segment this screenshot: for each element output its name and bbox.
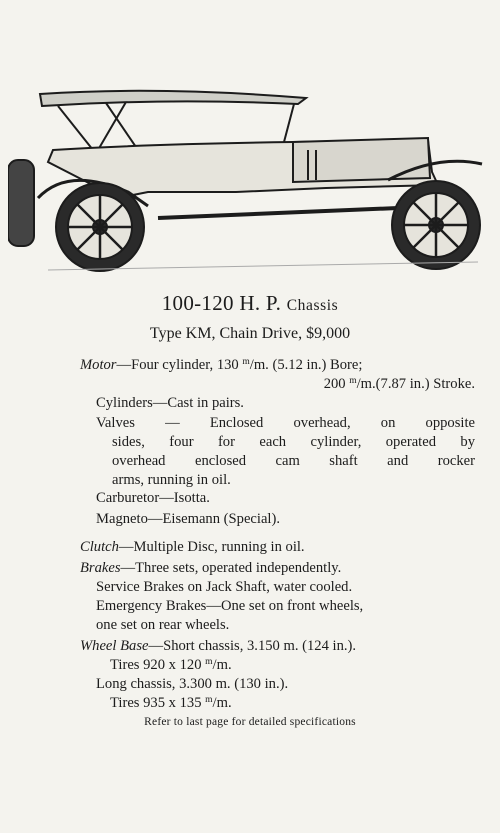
wheelbase-section: Wheel Base—Short chassis, 3.150 m. (124 in.). Tires 920 x 120 $^m$/m. Long chassis, 3.300 m. (130 in.). Tires 935 x 135 $^m$/m. (80, 638, 357, 711)
subtitle: Type KM, Chain Drive, $9,000 (149, 325, 351, 342)
motor-label: Motor (80, 357, 117, 373)
brakes-section: Brakes—Three sets, operated independently. Service Brakes on Jack Shaft, water cooled. Emergency Brakes—One set on front wheels, one set on rear wheels. (80, 560, 364, 633)
front-wheel (392, 181, 480, 269)
cylinders-line: Cylinders—Cast in pairs. (96, 395, 244, 411)
clutch-label: Clutch (80, 539, 119, 555)
brakes-label: Brakes (80, 560, 121, 576)
clutch-line: Clutch—Multiple Disc, running in oil. (80, 539, 305, 555)
car-illustration (8, 80, 490, 280)
rear-wheel (56, 183, 144, 271)
running-board (158, 208, 398, 218)
spare-tires (8, 160, 34, 246)
valves-section: Valves — Enclosed overhead, on opposite sides, four for each cylinder, operated by overhead enclosed cam shaft and rocker arms, running in oil. (96, 415, 475, 488)
motor-section: Motor—Four cylinder, 130 $^m$/m. (5.12 in.) Bore; 200 $^m$/m.(7.87 in.) Stroke. (80, 357, 475, 392)
hood (293, 138, 430, 182)
carburetor-line: Carburetor—Isotta. (96, 490, 210, 506)
page-title: 100-120 H. P. Chassis (161, 291, 339, 315)
canopy (40, 91, 306, 106)
magneto-line: Magneto—Eisemann (Special). (96, 511, 280, 527)
wheelbase-label: Wheel Base (80, 638, 149, 654)
footer-note: Refer to last page for detailed specifications (144, 716, 356, 728)
